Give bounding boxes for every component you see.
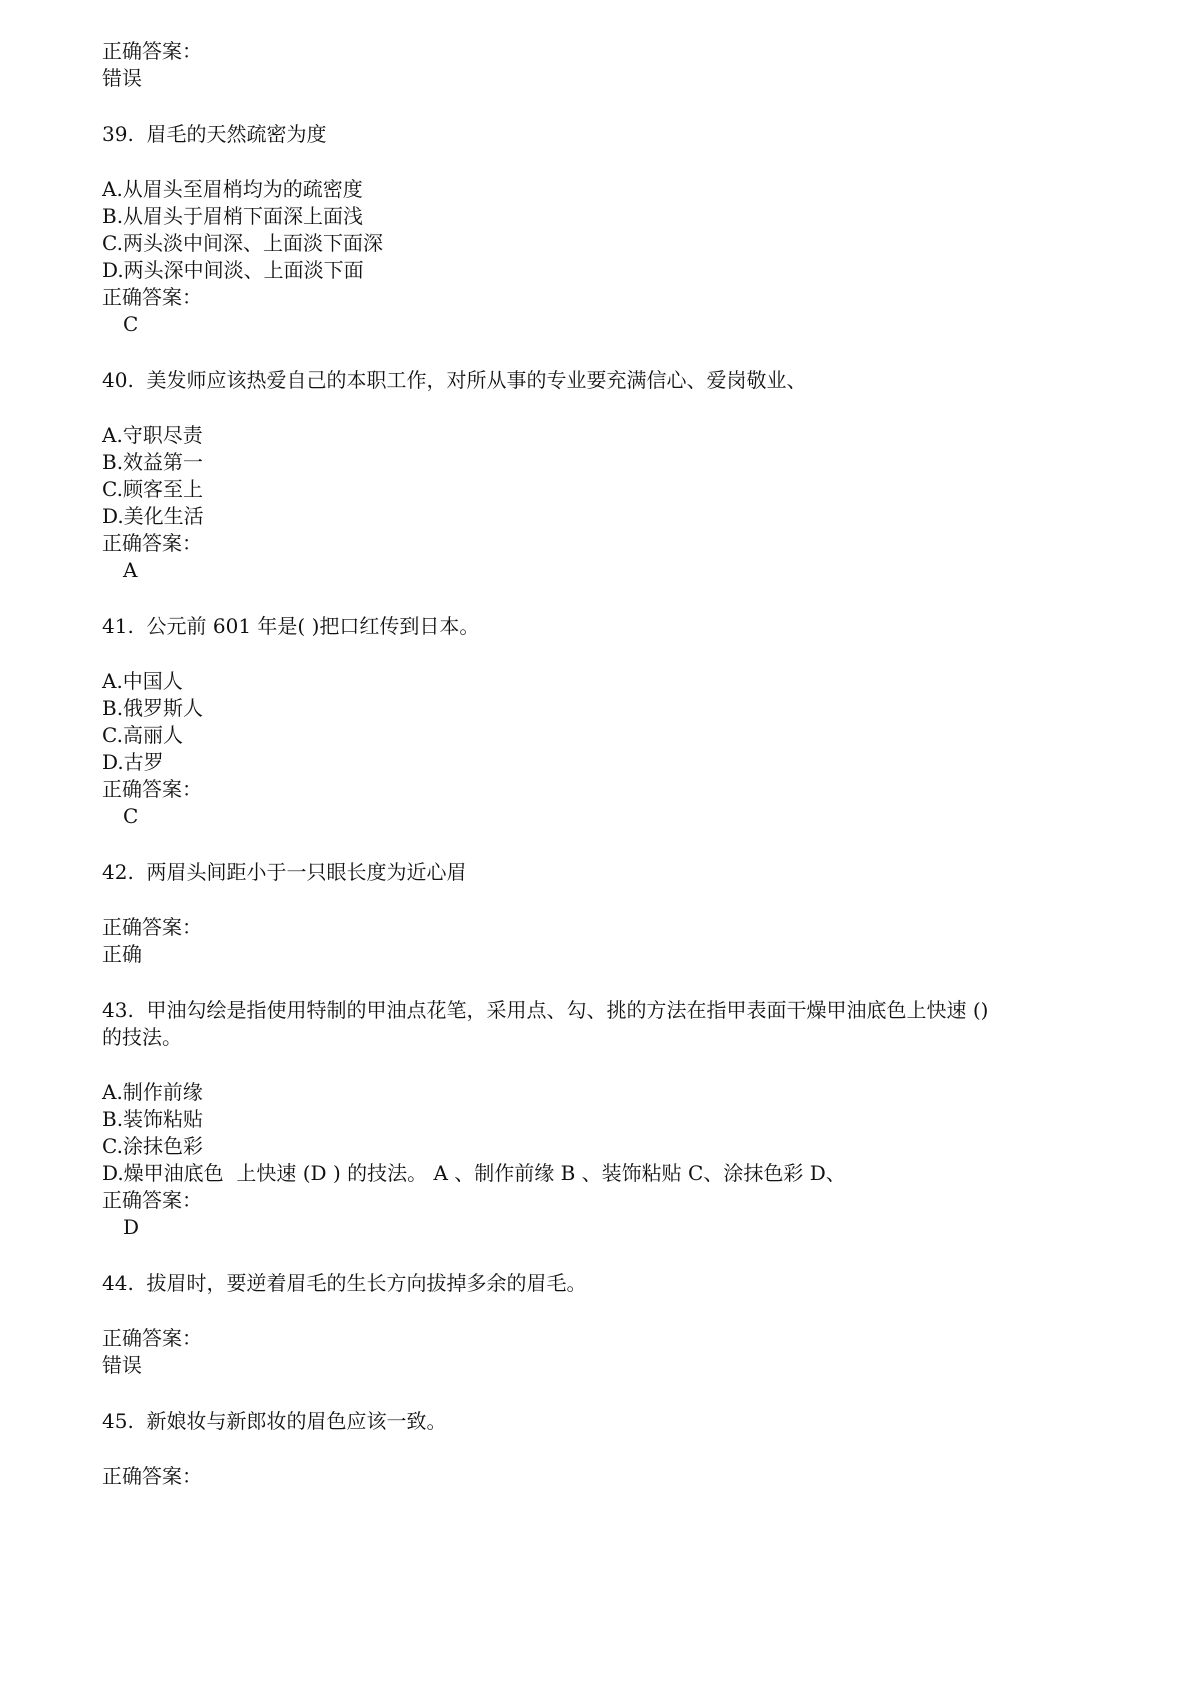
question-stem: 41. 公元前 601 年是( )把口红传到日本。 <box>102 614 480 638</box>
option-c: C.两头淡中间深、上面淡下面深 <box>102 231 383 255</box>
option-d: D.美化生活 <box>102 504 204 528</box>
option-a: A.守职尽责 <box>102 423 203 447</box>
option-c: C.顾客至上 <box>102 477 203 501</box>
option-d: D.燥甲油底色 上快速 (D ) 的技法。 A 、制作前缘 B 、装饰粘贴 C、涂抹色彩 D、 <box>102 1161 846 1185</box>
answer-label: 正确答案： <box>102 915 202 939</box>
answer-label: 正确答案： <box>102 1188 202 1212</box>
answer-value: 错误 <box>102 66 142 90</box>
answer-value: 错误 <box>102 1353 142 1377</box>
option-b: B.从眉头于眉梢下面深上面浅 <box>102 204 364 228</box>
answer-label: 正确答案： <box>102 1326 202 1350</box>
option-a: A.中国人 <box>102 669 183 693</box>
option-b: B.装饰粘贴 <box>102 1107 204 1131</box>
option-d: D.古罗 <box>102 750 164 774</box>
question-stem: 45. 新娘妆与新郎妆的眉色应该一致。 <box>102 1409 447 1433</box>
option-c: C.涂抹色彩 <box>102 1134 203 1158</box>
answer-value: 正确 <box>102 942 142 966</box>
option-b: B.俄罗斯人 <box>102 696 204 720</box>
option-b: B.效益第一 <box>102 450 204 474</box>
option-c: C.高丽人 <box>102 723 183 747</box>
answer-value: D <box>123 1215 140 1239</box>
answer-value: C <box>123 312 139 336</box>
answer-label: 正确答案： <box>102 39 202 63</box>
answer-label: 正确答案： <box>102 285 202 309</box>
answer-value: A <box>123 558 138 582</box>
question-stem: 43. 甲油勾绘是指使用特制的甲油点花笔，采用点、勾、挑的方法在指甲表面干燥甲油底色上快速 () <box>102 998 989 1022</box>
question-stem: 44. 拔眉时，要逆着眉毛的生长方向拔掉多余的眉毛。 <box>102 1271 587 1295</box>
question-stem-continued: 的技法。 <box>102 1025 182 1049</box>
option-a: A.从眉头至眉梢均为的疏密度 <box>102 177 363 201</box>
option-a: A.制作前缘 <box>102 1080 203 1104</box>
question-stem: 42. 两眉头间距小于一只眼长度为近心眉 <box>102 860 467 884</box>
question-stem: 40. 美发师应该热爱自己的本职工作，对所从事的专业要充满信心、爱岗敬业、 <box>102 368 807 392</box>
answer-label: 正确答案： <box>102 1464 202 1488</box>
option-d: D.两头深中间淡、上面淡下面 <box>102 258 364 282</box>
answer-label: 正确答案： <box>102 777 202 801</box>
question-stem: 39. 眉毛的天然疏密为度 <box>102 122 327 146</box>
answer-label: 正确答案： <box>102 531 202 555</box>
answer-value: C <box>123 804 139 828</box>
